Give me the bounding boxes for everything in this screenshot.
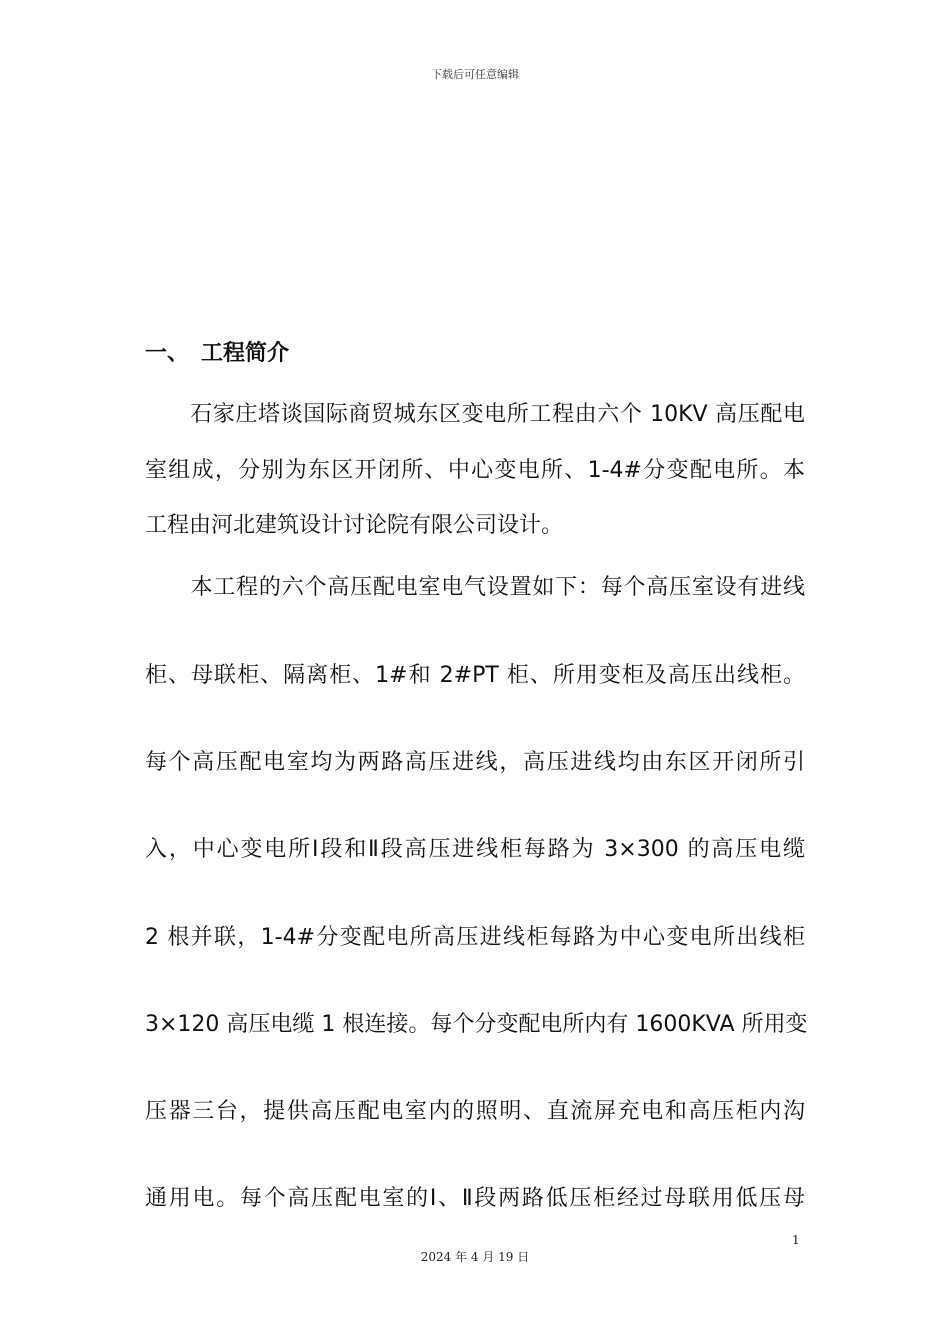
page-header-note: 下载后可任意编辑 bbox=[431, 68, 519, 81]
paragraph-line: 室组成，分别为东区开闭所、中心变电所、1-4#分变配电所。本 bbox=[145, 458, 805, 483]
paragraph-line: 柜、母联柜、隔离柜、1#和 2#PT 柜、所用变柜及高压出线柜。 bbox=[145, 663, 805, 688]
paragraph-line: 石家庄塔谈国际商贸城东区变电所工程由六个 10KV 高压配电 bbox=[145, 402, 805, 427]
paragraph-line: 压器三台，提供高压配电室内的照明、直流屏充电和高压柜内沟 bbox=[145, 1099, 805, 1124]
paragraph-line: 入，中心变电所Ⅰ段和Ⅱ段高压进线柜每路为 3×300 的高压电缆 bbox=[145, 837, 805, 862]
paragraph-line: 通用电。每个高压配电室的Ⅰ、Ⅱ段两路低压柜经过母联用低压母 bbox=[145, 1186, 805, 1211]
paragraph-line: 工程由河北建筑设计讨论院有限公司设计。 bbox=[145, 513, 564, 538]
paragraph-line: 每个高压配电室均为两路高压进线，高压进线均由东区开闭所引 bbox=[145, 750, 805, 775]
section-number: 一、 bbox=[145, 341, 190, 366]
paragraph-line: 3×120 高压电缆 1 根连接。每个分变配电所内有 1600KVA 所用变 bbox=[145, 1012, 808, 1037]
paragraph-line: 本工程的六个高压配电室电气设置如下：每个高压室设有进线 bbox=[145, 575, 805, 600]
paragraph-line: 2 根并联，1-4#分变配电所高压进线柜每路为中心变电所出线柜 bbox=[145, 925, 805, 950]
section-title: 工程简介 bbox=[201, 341, 290, 366]
page-number: 1 bbox=[792, 1233, 800, 1247]
section-heading bbox=[145, 336, 289, 367]
footer-date: 2024 年 4 月 19 日 bbox=[420, 1250, 530, 1264]
